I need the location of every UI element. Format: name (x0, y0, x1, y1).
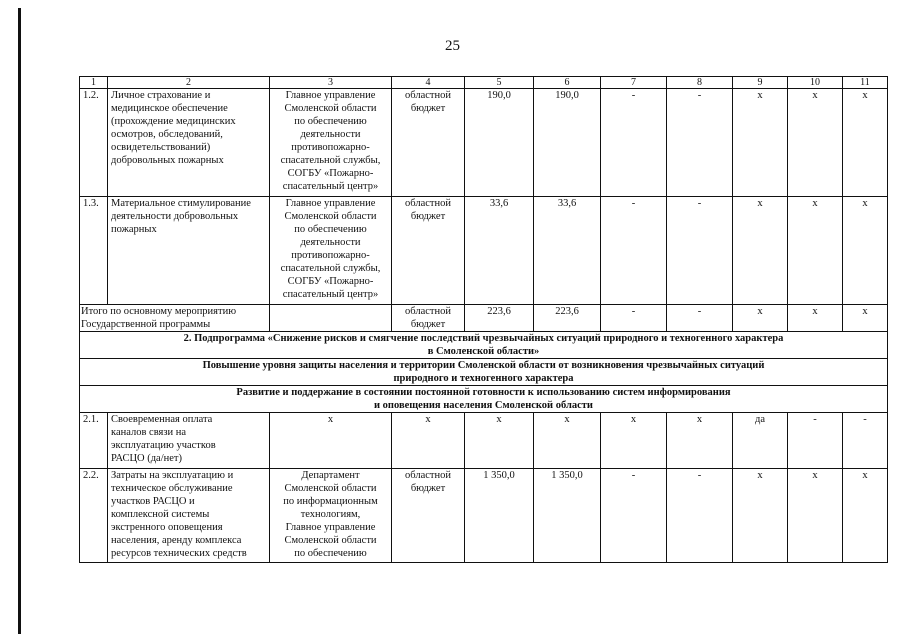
value-cell: 1 350,0 (534, 469, 601, 563)
value-cell: 1 350,0 (465, 469, 534, 563)
activity-name: Затраты на эксплуатацию и техническое обслуживание участков РАСЦО и комплексной системы экстренного оповещения населения, аренду комплекса ресурсов технических средств (108, 469, 270, 563)
value-cell: х (843, 197, 888, 305)
value-cell: х (667, 413, 733, 469)
value-cell: х (733, 305, 788, 332)
row-number: 2.1. (80, 413, 108, 469)
goal-heading: Повышение уровня защиты населения и территории Смоленской области от возникновения чрезвычайных ситуаций природного и техногенного характера (80, 359, 888, 386)
task-heading: Развитие и поддержание в состоянии постоянной готовности к использованию систем информирования и оповещения населения Смоленской области (80, 386, 888, 413)
value-cell: - (601, 469, 667, 563)
row-number: 1.3. (80, 197, 108, 305)
value-cell: - (667, 305, 733, 332)
value-cell: х (465, 413, 534, 469)
column-number: 4 (392, 77, 465, 89)
value-cell: х (733, 197, 788, 305)
task-heading-row (80, 386, 888, 413)
value-cell: - (843, 413, 888, 469)
table-row (80, 413, 888, 469)
funding-source: областной бюджет (392, 305, 465, 332)
executor: Главное управление Смоленской области по обеспечению деятельности противопожарно- спасательной службы, СОГБУ «Пожарно- спасательный центр» (270, 197, 392, 305)
executor: Департамент Смоленской области по информационным технологиям, Главное управление Смоленской области по обеспечению (270, 469, 392, 563)
value-cell: х (788, 197, 843, 305)
page-number: 25 (445, 38, 460, 54)
value-cell: - (601, 197, 667, 305)
table-row (80, 469, 888, 563)
column-number: 9 (733, 77, 788, 89)
column-number: 2 (108, 77, 270, 89)
value-cell: х (788, 469, 843, 563)
value-cell: х (788, 89, 843, 197)
value-cell: х (534, 413, 601, 469)
funding-source: областной бюджет (392, 89, 465, 197)
column-number: 5 (465, 77, 534, 89)
row-number: 1.2. (80, 89, 108, 197)
column-number-row (80, 77, 888, 89)
value-cell: - (667, 469, 733, 563)
table-row (80, 89, 888, 197)
value-cell: 33,6 (534, 197, 601, 305)
value-cell: 223,6 (465, 305, 534, 332)
value-cell: - (788, 413, 843, 469)
total-label: Итого по основному мероприятию Государственной программы (80, 305, 270, 332)
column-number: 8 (667, 77, 733, 89)
value-cell: да (733, 413, 788, 469)
subprogram-heading-row (80, 332, 888, 359)
value-cell: х (788, 305, 843, 332)
column-number: 7 (601, 77, 667, 89)
value-cell: 190,0 (534, 89, 601, 197)
value-cell: 190,0 (465, 89, 534, 197)
column-number: 11 (843, 77, 888, 89)
column-number: 3 (270, 77, 392, 89)
value-cell: - (601, 305, 667, 332)
value-cell: х (601, 413, 667, 469)
value-cell: х (843, 469, 888, 563)
total-row (80, 305, 888, 332)
goal-heading-row (80, 359, 888, 386)
executor: Главное управление Смоленской области по обеспечению деятельности противопожарно- спасательной службы, СОГБУ «Пожарно- спасательный центр» (270, 89, 392, 197)
column-number: 1 (80, 77, 108, 89)
value-cell: - (601, 89, 667, 197)
value-cell: х (843, 89, 888, 197)
column-number: 6 (534, 77, 601, 89)
column-number: 10 (788, 77, 843, 89)
activity-name: Материальное стимулирование деятельности добровольных пожарных (108, 197, 270, 305)
value-cell: х (733, 89, 788, 197)
activity-name: Личное страхование и медицинское обеспечение (прохождение медицинских осмотров, обследований, освидетельствований) добровольных пожарных (108, 89, 270, 197)
executor: х (270, 413, 392, 469)
activity-name: Своевременная оплата каналов связи на эксплуатацию участков РАСЦО (да/нет) (108, 413, 270, 469)
funding-source: областной бюджет (392, 469, 465, 563)
value-cell: - (667, 197, 733, 305)
row-number: 2.2. (80, 469, 108, 563)
value-cell: - (667, 89, 733, 197)
table-row (80, 197, 888, 305)
funding-source: областной бюджет (392, 197, 465, 305)
value-cell: 223,6 (534, 305, 601, 332)
program-table (79, 76, 888, 563)
value-cell: 33,6 (465, 197, 534, 305)
value-cell: х (733, 469, 788, 563)
page-margin-rule (18, 8, 21, 634)
funding-source: х (392, 413, 465, 469)
value-cell: х (843, 305, 888, 332)
executor (270, 305, 392, 332)
subprogram-heading: 2. Подпрограмма «Снижение рисков и смягчение последствий чрезвычайных ситуаций природного и техногенного характера в Смоленской области» (80, 332, 888, 359)
